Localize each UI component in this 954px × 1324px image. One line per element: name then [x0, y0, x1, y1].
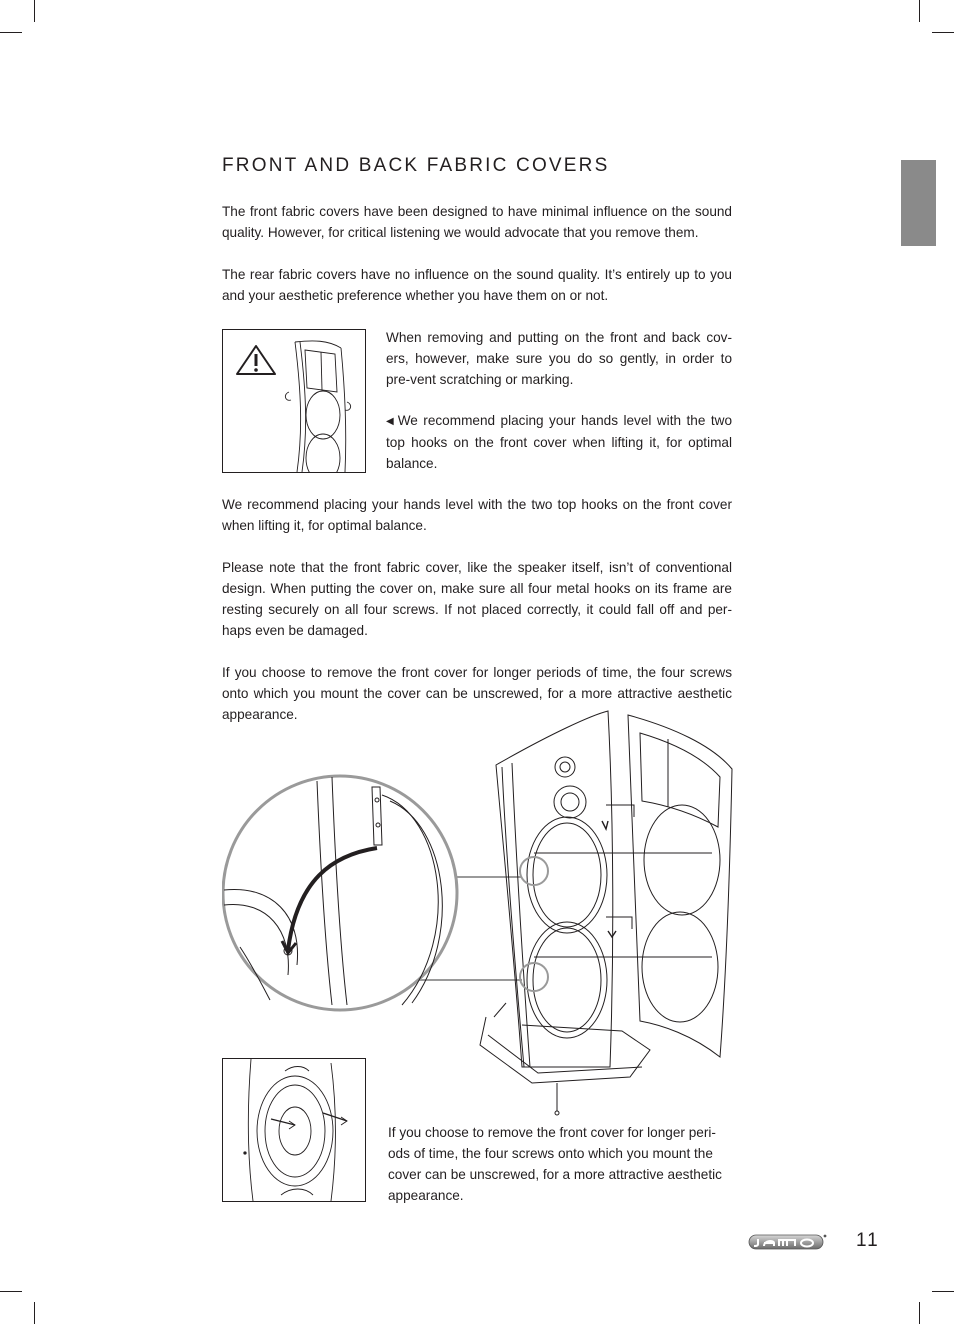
paragraph-rear-covers: The rear fabric covers have no influence on the sound quality. It’s entirely up to you and your aesthetic preference whether you have them on or not.: [222, 267, 732, 303]
paragraph-hands-level: We recommend placing your hands level with the two top hooks on the front cover when lifting it, for optimal balance.: [222, 497, 732, 533]
warning-triangle-icon: [237, 346, 275, 374]
jamo-logo: [748, 1230, 828, 1254]
side-paragraph-hands: We recommend placing your hands level with the two top hooks on the front cover when lifting it, for optimal balance.: [386, 413, 732, 471]
page-number: 11: [856, 1230, 880, 1251]
crop-mark: [932, 32, 954, 33]
paragraph-unscrew: If you choose to remove the front cover for longer periods of time, the four screws onto which you mount the cover can be unscrewed, for a more attractive aesthetic appearance.: [222, 665, 732, 722]
warning-figure: [222, 329, 366, 473]
crop-mark: [919, 1302, 920, 1324]
cover-detail-illustration: [223, 1059, 365, 1201]
cover-detail-figure: [222, 1058, 366, 1202]
section-tab: [901, 160, 936, 246]
crop-mark: [919, 0, 920, 22]
page-title: FRONT AND BACK FABRIC COVERS: [222, 155, 610, 176]
side-paragraph-hands-wrap: [386, 410, 732, 474]
left-pointer-icon: ◀: [386, 416, 394, 427]
paragraph-front-covers: The front fabric covers have been designed to have minimal influence on the sound quality. However, for critical listening we would advocate that you remove them.: [222, 204, 732, 240]
crop-mark: [932, 1291, 954, 1292]
crop-mark: [34, 1302, 35, 1324]
crop-mark: [0, 1291, 22, 1292]
side-paragraph-gently: When removing and putting on the front and back cov-ers, however, make sure you do so gently, in order to pre-vent scratching or marking.: [386, 330, 732, 387]
cover-illustration: [223, 330, 365, 472]
side-paragraph-unscrew: If you choose to remove the front cover for longer peri-ods of time, the four screws onto which you mount the cover can be unscrewed, for a more attractive aesthetic appearance.: [388, 1125, 722, 1203]
crop-mark: [0, 32, 22, 33]
paragraph-conventional-design: Please note that the front fabric cover, like the speaker itself, isn’t of conventional design. When putting the cover on, make sure all four metal hooks on its frame are resting securely on all four screws. If not placed correctly, it could fall off and per-haps even be damaged.: [222, 560, 732, 638]
crop-mark: [34, 0, 35, 22]
